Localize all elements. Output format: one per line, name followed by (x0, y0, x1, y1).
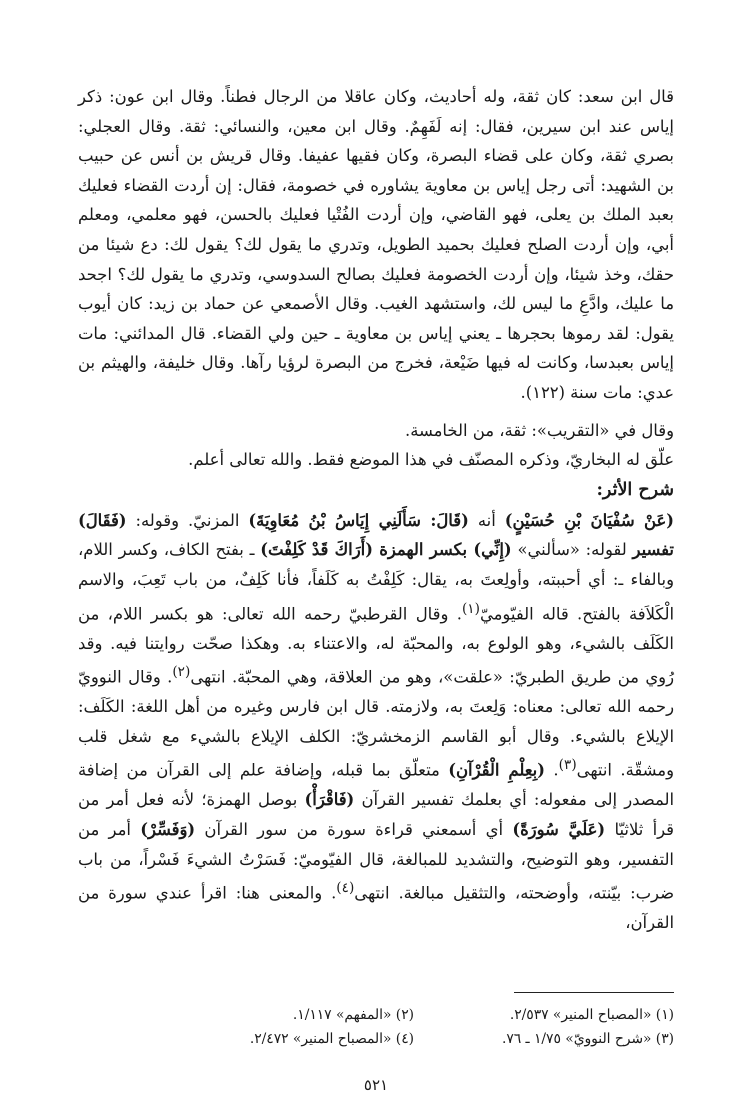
footnote-number: (٤) (395, 1031, 414, 1047)
footnote-ref-4: (٤) (336, 880, 355, 897)
footnote-row (154, 1003, 674, 1027)
footnote-4 (154, 1027, 414, 1051)
text-run: المزنيّ. وقوله: (126, 510, 249, 530)
quote-fassir: (وَفَسِّرْ) (140, 820, 196, 840)
footnote-text: «المصباح المنير» ٢/٤٧٢. (249, 1031, 392, 1047)
footnote-text: «المفهم» ١/١١٧. (292, 1007, 392, 1023)
quote-faqala: (فَقَالَ) (78, 510, 127, 530)
quote-narrator: (عَنْ سُفْيَانَ بْنِ حُسَيْنٍ) (504, 510, 675, 530)
text-run: . (544, 760, 559, 780)
text-run: بوصل الهمزة؛ لأنه فعل أمر من قرأ ثلاثيّا (78, 790, 675, 840)
page-number: ٥٢١ (363, 1076, 389, 1094)
footnote-divider (514, 992, 674, 993)
footnote-3 (414, 1027, 674, 1051)
spacer (78, 408, 674, 416)
bukhari-note-line: علّق له البخاريّ، وذكره المصنّف في هذا الموضع فقط. والله تعالى أعلم. (188, 450, 674, 470)
quote-faqra: (فَاقْرَأْ) (304, 790, 355, 810)
footnote-2 (154, 1003, 414, 1027)
taqrib-line: وقال في «التقريب»: ثقة، من الخامسة. (405, 420, 674, 440)
biography-paragraph: قال ابن سعد: كان ثقة، وله أحاديث، وكان عاقلا من الرجال فطناً. وقال ابن عون: ذكر إياس عند ابن سيرين، فقال: إنه لَفَهِمٌ. وقال ابن معين، والنسائي: ثقة. وقال العجلي: بصري ثقة، وكان على قضاء البصرة، وكان فقيها عفيفا. وقال قريش بن أنس عن حبيب بن الشهيد: أتى رجل إياس بن معاوية يشاوره في خصومة، فقال: إن أردت القضاء فعليك بعبد الملك بن يعلى، فهو القاضي، وإن أردت الفُتْيا فعليك بالحسن، فهو معلمي، ومعلم أبي، وإن أردت الصلح فعليك بحميد الطويل، وتدري ما يقول لك؟ يقول لك: دع شيئا من حقك، وخذ شيئا، وإن أردت الخصومة فعليك بصالح السدوسي، وتدري ما يقول لك؟ اجحد ما عليك، وادَّعِ ما ليس لك، واستشهد الغيب. وقال الأصمعي عن حماد بن زيد: كان أيوب يقول: لقد رموها بحجرها ـ يعني إياس بن معاوية ـ حين ولي القضاء. قال المدائني: مات إياس بعبدسا، وكانت له فيها ضَيْعة، فخرج من البصرة لرؤيا رآها. وقال خليفة، والهيثم بن عدي: مات سنة (١٢٢). (78, 87, 674, 402)
quote-question: (قَالَ: سَأَلَنِي إِيَاسُ بْنُ مُعَاوِيَةَ) (248, 510, 469, 530)
text-run: لقوله: «سألني» (511, 540, 633, 560)
footnote-ref-1: (١) (461, 600, 480, 617)
quote-surah: (عَلَيَّ سُورَةً) (512, 820, 606, 840)
footnote-ref-2: (٢) (172, 664, 191, 681)
quote-kalifta: (إِنِّي) بكسر الهمزة (أَرَاكَ قَدْ كَلِفْتَ) (260, 540, 512, 560)
footnote-text: «شرح النوويّ» ١/٧٥ ـ ٧٦. (501, 1031, 652, 1047)
text-run: . وقال القرطبيّ رحمه الله تعالى: هو بكسر اللام، من الكَلَف بالشيء، وهو الولوع به، والمحبّة له، والاعتناء به. وهكذا صحّت روايتنا فيه. وقد رُوي من طريق الطبريّ: «علقت»، وهو من العلاقة، وهي المحبّة. انتهى (78, 603, 674, 687)
footnote-1 (414, 1003, 674, 1027)
sharh-paragraph (78, 506, 674, 938)
text-run: . وقال النوويّ رحمه الله تعالى: معناه: وَلِعتَ به، ولازمته. قال ابن فارس وغيره من أهل اللغة: الكَلَف: الإيلاع بالشيء. وقال أبو القاسم الزمخشريّ: الكلف الإيلاع بالشيء مع شغل قلب ومشقّة. انتهى (78, 667, 674, 780)
text-run: أنه (468, 510, 505, 530)
footnote-ref-3: (٣) (558, 757, 577, 774)
sharh-heading: شرح الأثر: (596, 479, 674, 500)
text-run: أمر من التفسير، وهو التوضيح، والتشديد للمبالغة، قال الفيّوميّ: فَسَرْتُ الشيءَ فَسْراً، من باب ضرب: بيّنته، وأوضحته، والتثقيل مبالغة. انتهى (78, 820, 675, 903)
footnote-text: «المصباح المنير» ٢/٥٣٧. (509, 1007, 652, 1023)
footnote-number: (٢) (395, 1007, 414, 1023)
footnote-number: (٣) (655, 1031, 674, 1047)
quote-ilm-quran: (بِعِلْمِ الْقُرْآنِ) (448, 760, 545, 780)
term-tafsir: تفسير (632, 540, 674, 560)
footnote-number: (١) (655, 1007, 674, 1023)
footnote-row (154, 1027, 674, 1051)
text-run: متعلّق بما قبله، وإضافة علم إلى القرآن من إضافة المصدر إلى مفعوله: أي بعلمك تفسير القرآن (78, 760, 674, 810)
text-run: ـ بفتح الكاف، وكسر اللام، وبالفاء ـ: أي أحببته، وأولِعتَ به، يقال: كَلِفْتُ به كَلَفاً، فأنا كَلِفٌ، من باب تَعِبَ، والاسم الْكَلاَفة بالفتح. قاله الفيّوميّ (78, 540, 674, 623)
footnotes (154, 1003, 674, 1051)
text-run: . والمعنى هنا: اقرأ عندي سورة من القرآن، (78, 883, 674, 933)
text-run: أي أسمعني قراءة سورة من سور القرآن (195, 820, 513, 840)
